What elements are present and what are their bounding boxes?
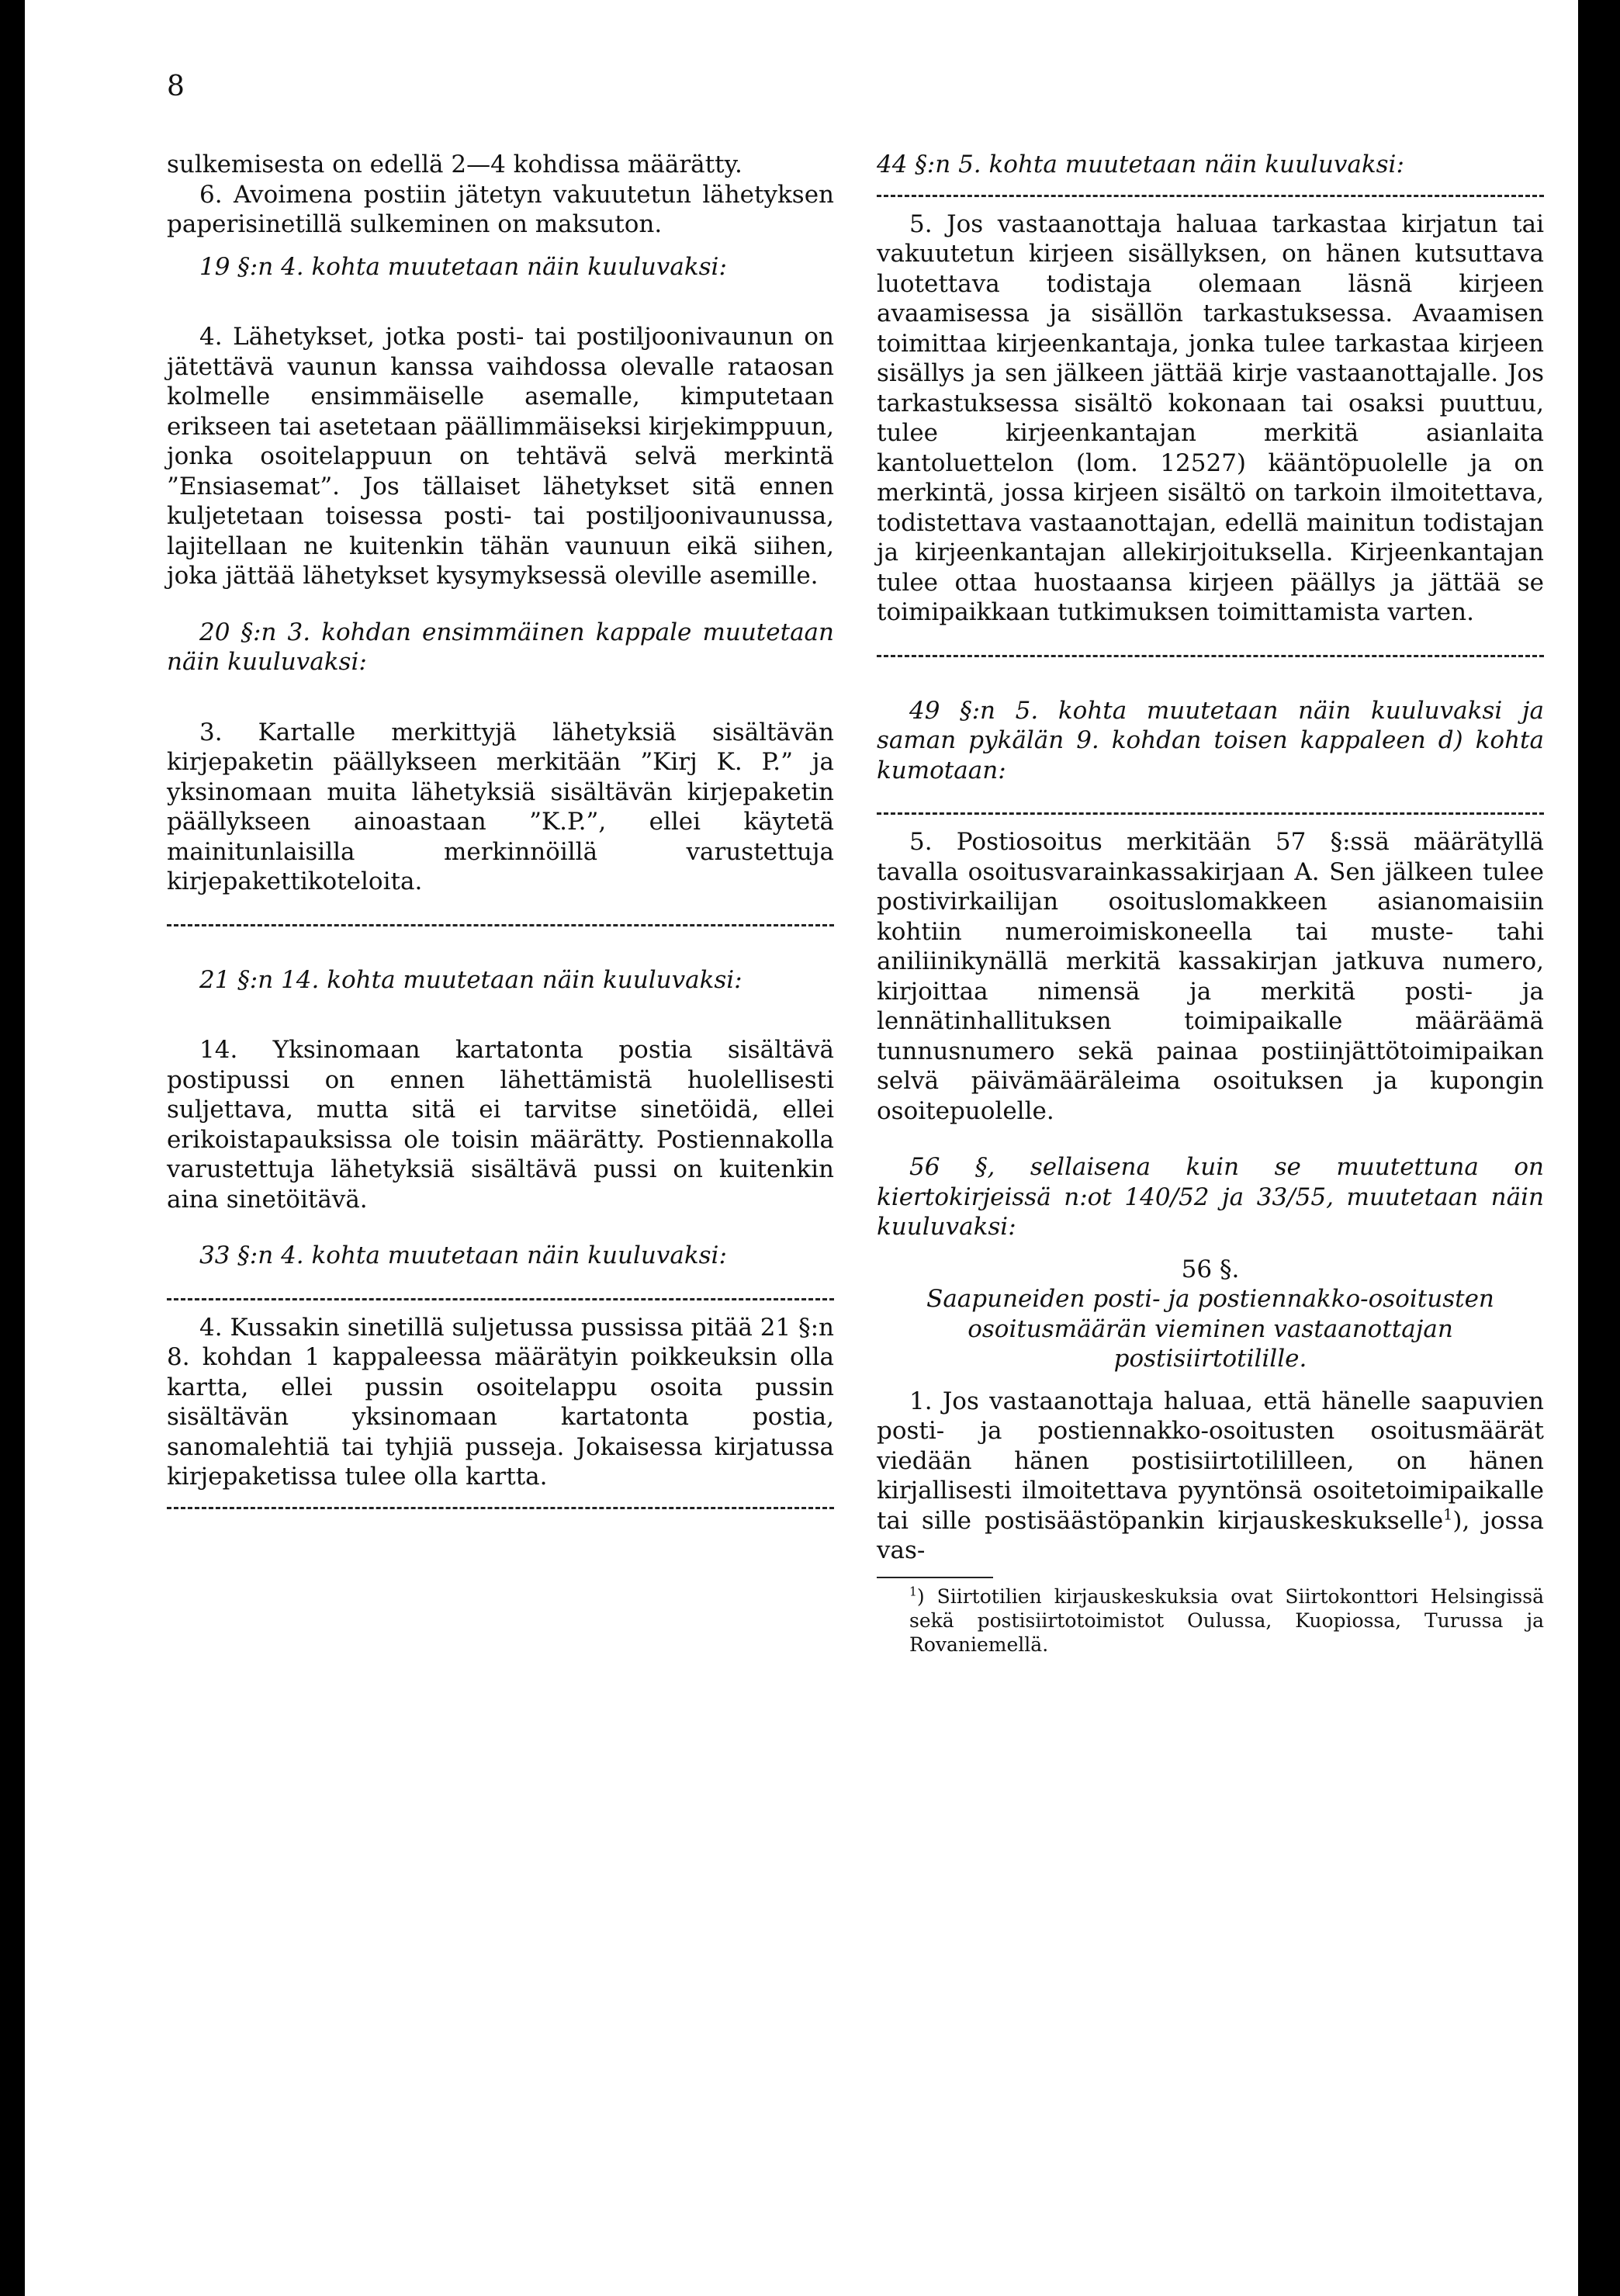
page-number: 8	[167, 71, 185, 102]
paragraph: 4. Lähetykset, jotka posti- tai postiljoonivaunun on jätettävä vaunun kanssa vaihdossa olevalle rataosan kolmelle ensimmäiselle asemalle, kimputetaan erikseen tai asetetaan päällimmäiseksi kirjekimppuun, jonka osoitelappuun on tehtävä selvä merkintä ”Ensiasemat”. Jos tällaiset lähetykset sitä ennen kuljetetaan toisessa posti- tai postiljoonivaunussa, lajitellaan ne kuitenkin tähän vaunuun eikä siihen, joka jättää lähetykset kysymyksessä oleville asemille.	[167, 323, 834, 590]
amendment-heading: 21 §:n 14. kohta muutetaan näin kuuluvaksi:	[199, 965, 742, 994]
omission-rule	[167, 1283, 834, 1313]
footnote-rule	[877, 1577, 993, 1578]
section-number: 56 §.	[1181, 1255, 1240, 1283]
paragraph: 5. Postiosoitus merkitään 57 §:ssä määrätyllä tavalla osoitusvarainkassakirjaan A. Sen jälkeen tulee postivirkailijan osoituslomakkeen asianomaisiin kohtiin numeroimiskoneella tai muste- tahi aniliinikynällä merkitä kassakirjan jatkuva numero, kirjoittaa nimensä ja merkitä posti- ja lennätinhallituksen toimipaikalle määräämä tunnusnumero sekä painaa postiinjättötoimipaikan selvä päivämääräleima osoituksen ja kupongin osoitepuolelle.	[877, 828, 1544, 1125]
footnote-text: ) Siirtotilien kirjauskeskuksia ovat Siirtokonttori Helsingissä sekä postisiirtotoimistot Oulussa, Kuopiossa, Turussa ja Rovaniemellä.	[909, 1584, 1544, 1656]
amendment-heading: 33 §:n 4. kohta muutetaan näin kuuluvaksi:	[199, 1242, 727, 1269]
scan-border-left	[0, 0, 25, 2296]
footnote-mark: 1	[909, 1584, 917, 1599]
scan-border-right	[1578, 0, 1620, 2296]
paragraph: 6. Avoimena postiin jätetyn vakuutetun lähetyksen paperisinetillä sulkeminen on maksuton.	[167, 180, 834, 238]
amendment-heading: 44 §:n 5. kohta muutetaan näin kuuluvaksi:	[877, 151, 1404, 178]
right-column	[877, 150, 1544, 1657]
footnote-reference: 1	[1443, 1505, 1453, 1524]
amendment-heading: 56 §, sellaisena kuin se muutettuna on kiertokirjeissä n:ot 140/52 ja 33/55, muutetaan näin kuuluvaksi:	[877, 1153, 1544, 1241]
paragraph: 3. Kartalle merkittyjä lähetyksiä sisältävän kirjepaketin päällykseen merkitään ”Kirj K. P.” ja yksinomaan muita lähetyksiä sisältävän kirjepaketin päällykseen ainoastaan ”K.P.”, ellei käytetä mainitunlaisilla merkinnöillä varustettuja kirjepakettikoteloita.	[167, 718, 834, 895]
amendment-heading: 20 §:n 3. kohdan ensimmäinen kappale muutetaan näin kuuluvaksi:	[167, 618, 834, 676]
paragraph: 4. Kussakin sinetillä suljetussa pussissa pitää 21 §:n 8. kohdan 1 kappaleessa määrätyin poikkeuksin olla kartta, ellei pussin osoitelappu osoita pussin sisältävän yksinomaan kartatonta postia, sanomalehtiä tai tyhjiä pusseja. Jokaisessa kirjatussa kirjepaketissa tulee olla kartta.	[167, 1313, 834, 1491]
paragraph	[877, 1387, 1544, 1566]
omission-rule	[167, 909, 834, 939]
paragraph-text: 1. Jos vastaanottaja haluaa, että hänelle saapuvien posti- ja postiennakko-osoitusten osoitusmäärät viedään hänen postisiirtotililleen, on hänen kirjallisesti ilmoitettava pyyntönsä osoitetoimipaikalle tai sille postisäästöpankin kirjauskeskukselle	[877, 1387, 1544, 1535]
paragraph: 5. Jos vastaanottaja haluaa tarkastaa kirjatun tai vakuutetun kirjeen sisällyksen, on hänen kutsuttava luotettava todistaja olemaan läsnä kirjeen avaamisessa ja sisällön tarkastuksessa. Avaamisen toimittaa kirjeenkantaja, jonka tulee tarkastaa kirjeen sisällys ja sen jälkeen jättää kirje vastaanottajalle. Jos tarkastuksessa sisältö kokonaan tai osaksi puuttuu, tulee kirjeenkantajan merkitä asianlaita kantoluettelon (lom. 12527) kääntöpuolelle ja on merkintä, jossa kirjeen sisältö on tarkoin ilmoitettava, todistettava vastaanottajan, edellä mainitun todistajan ja kirjeenkantajan allekirjoituksella. Kirjeenkantajan tulee ottaa huostaansa kirjeen päällys ja jättää se toimipaikkaan tutkimuksen toimittamista varten.	[877, 210, 1544, 626]
left-column	[167, 150, 834, 1522]
amendment-heading: 19 §:n 4. kohta muutetaan näin kuuluvaksi:	[199, 252, 727, 281]
omission-rule	[167, 1492, 834, 1522]
omission-rule	[877, 798, 1544, 827]
paragraph: sulkemisesta on edellä 2—4 kohdissa määrätty.	[167, 151, 742, 178]
omission-rule	[877, 640, 1544, 670]
paragraph-text-end: ), jossa vas-	[877, 1506, 1544, 1564]
footnote	[877, 1584, 1544, 1657]
omission-rule	[877, 180, 1544, 210]
paragraph: 14. Yksinomaan kartatonta postia sisältävä postipussi on ennen lähettämistä huolellisesti suljettava, mutta sitä ei tarvitse sinetöidä, ellei erikoistapauksissa ole toisin määrätty. Postiennakolla varustettuja lähetyksiä sisältävä pussi on kuitenkin aina sinetöitävä.	[167, 1036, 834, 1214]
amendment-heading: 49 §:n 5. kohta muutetaan näin kuuluvaksi ja saman pykälän 9. kohdan toisen kappaleen d) kohta kumotaan:	[877, 696, 1544, 784]
section-title: Saapuneiden posti- ja postiennakko-osoitusten osoitusmäärän vieminen vastaanottajan postisiirtotilille.	[926, 1285, 1494, 1373]
